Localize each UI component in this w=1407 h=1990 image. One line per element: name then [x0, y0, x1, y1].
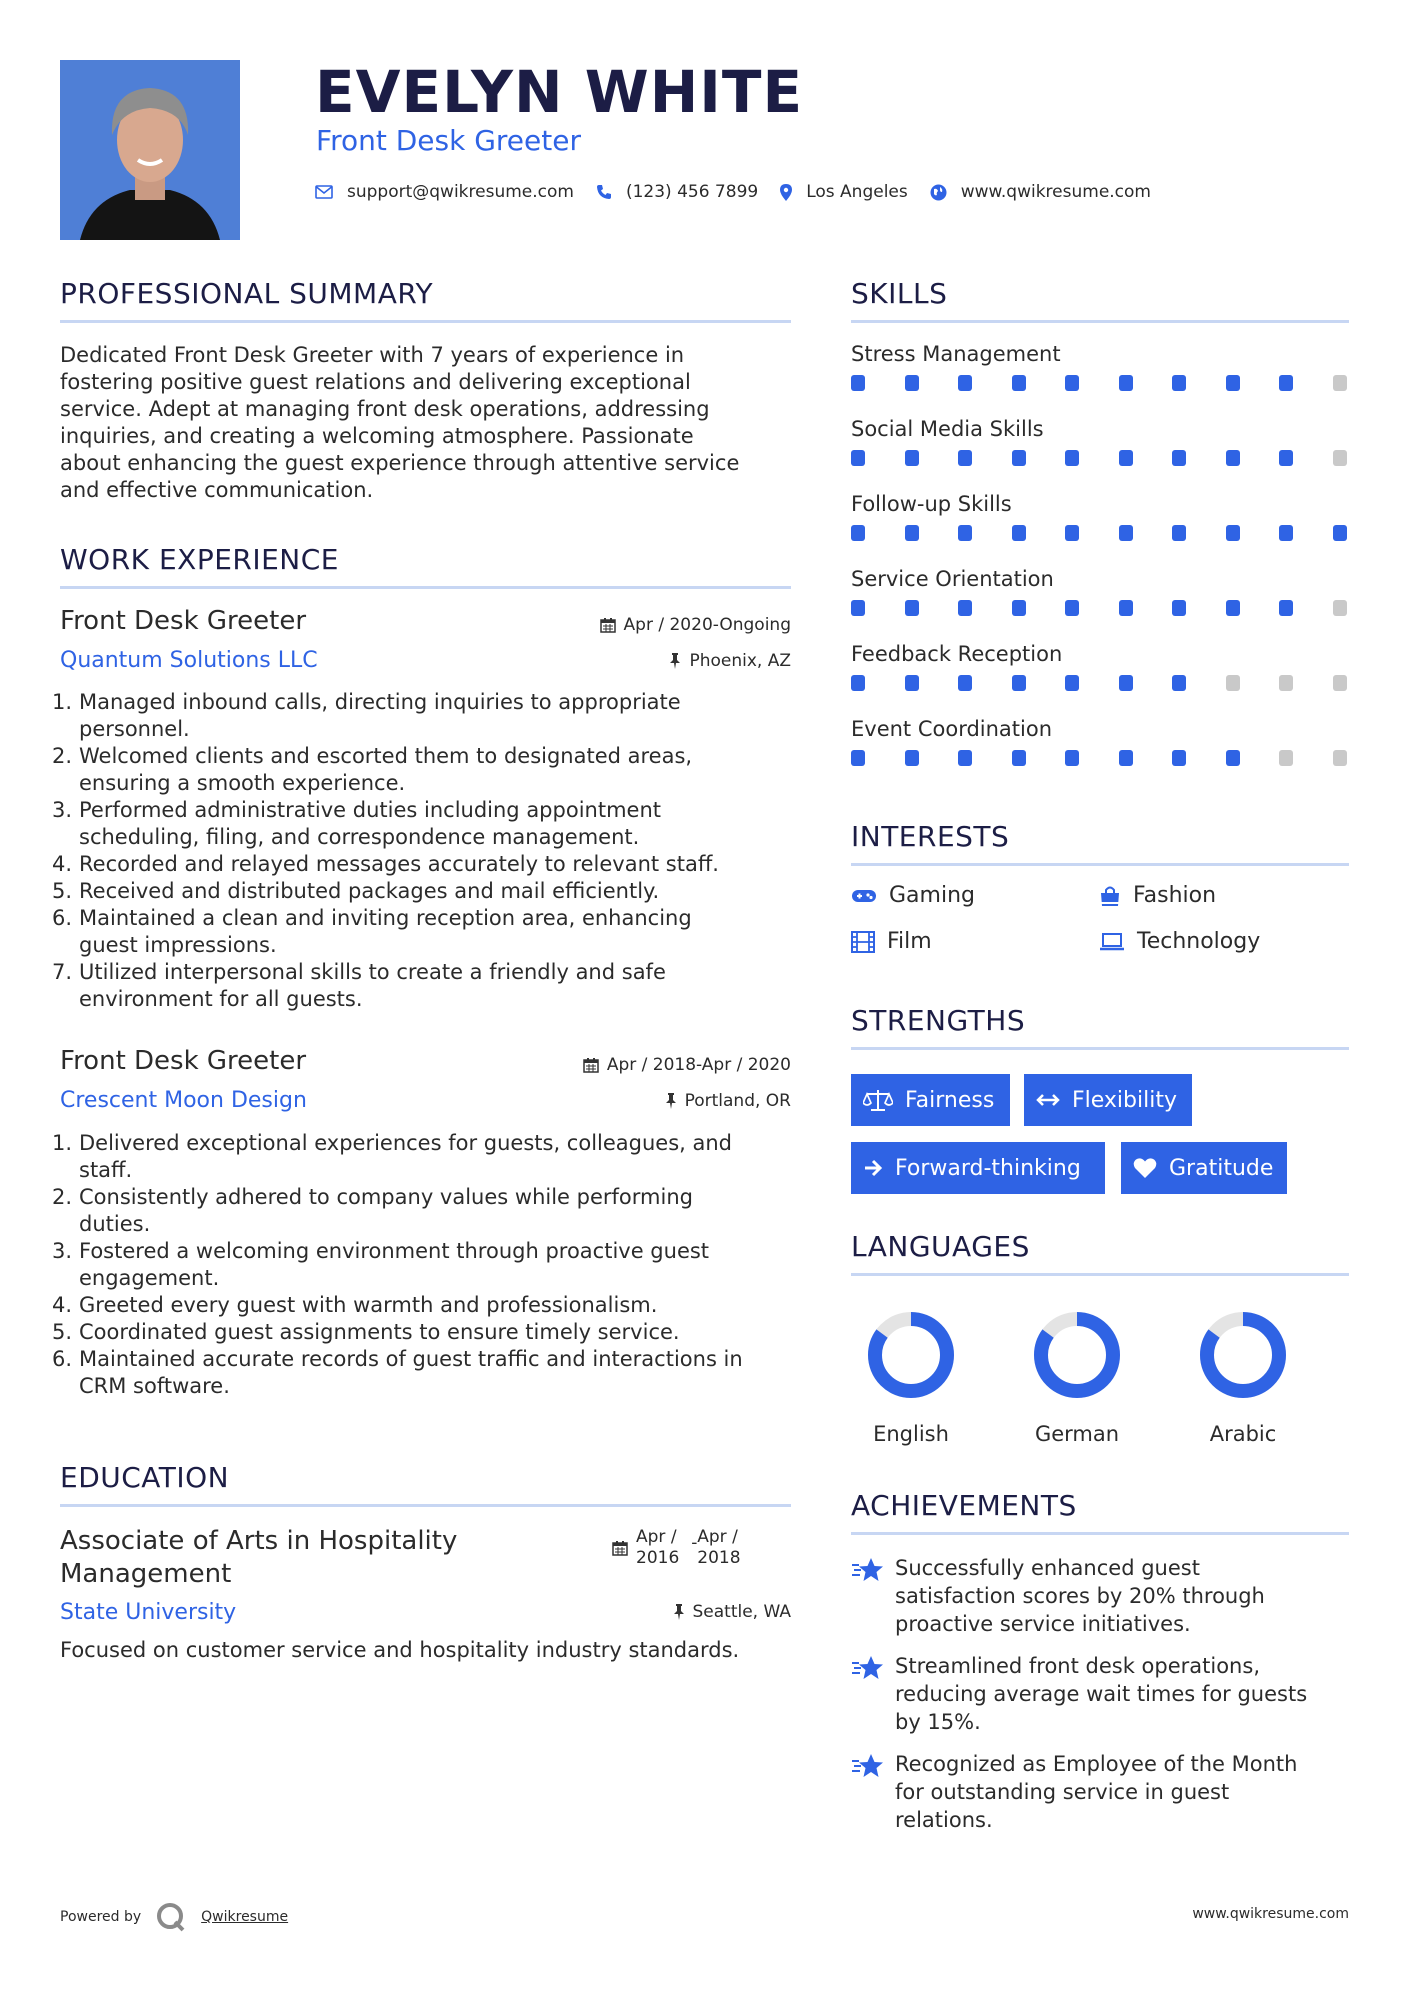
- achievement-line: relations.: [895, 1808, 993, 1832]
- rating-dot-filled: [851, 450, 865, 466]
- skills-rule: [851, 320, 1349, 323]
- rating-dot-filled: [851, 750, 865, 766]
- rating-dot-empty: [1333, 750, 1347, 766]
- language-name: English: [873, 1422, 949, 1446]
- rating-dot-filled: [1172, 675, 1186, 691]
- rating-dot-filled: [851, 675, 865, 691]
- rating-dot-filled: [958, 375, 972, 391]
- experience-rule: [60, 586, 791, 589]
- rating-dot-filled: [1065, 450, 1079, 466]
- achievement-line: by 15%.: [895, 1710, 981, 1734]
- bullet-line: Coordinated guest assignments to ensure timely service.: [79, 1320, 680, 1344]
- skill-rating: [851, 375, 1347, 391]
- rating-dot-filled: [1065, 675, 1079, 691]
- degree-line: Management: [60, 1559, 232, 1589]
- footer-powered-by: [60, 1902, 288, 1932]
- rating-dot-filled: [1172, 450, 1186, 466]
- rating-dot-filled: [1226, 375, 1240, 391]
- bullet-line: duties.: [79, 1212, 151, 1236]
- qwikresume-logo-icon: [155, 1902, 189, 1932]
- bullet-number: 6.: [52, 906, 73, 930]
- bullet-line: environment for all guests.: [79, 987, 363, 1011]
- rating-dot-filled: [1012, 675, 1026, 691]
- strength-badge-fairness: [851, 1074, 1010, 1126]
- list-item: [52, 905, 791, 959]
- achievement-text: [895, 1652, 1307, 1736]
- arrows-horizontal-icon: [1036, 1092, 1060, 1108]
- achievement-line: satisfaction scores by 20% through: [895, 1584, 1265, 1608]
- bullet-line: ensuring a smooth experience.: [79, 771, 406, 795]
- skill-row: [851, 567, 1349, 642]
- bullet-line: personnel.: [79, 717, 190, 741]
- skill-rating: [851, 600, 1347, 616]
- brand-link[interactable]: Qwikresume: [201, 1909, 289, 1925]
- bullet-line: staff.: [79, 1158, 133, 1182]
- job-location: [669, 651, 791, 671]
- end-year: 2018: [697, 1548, 741, 1568]
- star-award-icon: [851, 1752, 885, 1780]
- list-item: [52, 878, 791, 905]
- website-text: www.qwikresume.com: [960, 182, 1151, 202]
- education-dates: [612, 1527, 741, 1569]
- rating-dot-filled: [1012, 525, 1026, 541]
- location-text: Los Angeles: [806, 182, 908, 202]
- languages-rule: [851, 1273, 1349, 1276]
- bullet-line: engagement.: [79, 1266, 220, 1290]
- start-month: Apr /: [636, 1527, 677, 1547]
- pushpin-icon: [665, 1093, 677, 1109]
- rating-dot-empty: [1279, 750, 1293, 766]
- bullet-number: 5.: [52, 879, 73, 903]
- summary-text: [60, 342, 791, 504]
- strength-label: Flexibility: [1072, 1087, 1177, 1113]
- rating-dot-filled: [1333, 525, 1347, 541]
- skill-rating: [851, 750, 1347, 766]
- language-item: [846, 1310, 976, 1446]
- rating-dot-filled: [1172, 600, 1186, 616]
- interest-label: Gaming: [889, 883, 975, 908]
- achievement-text: [895, 1750, 1297, 1834]
- language-level-ring: [1032, 1310, 1122, 1400]
- rating-dot-filled: [958, 450, 972, 466]
- education-heading: EDUCATION: [60, 1461, 230, 1494]
- list-item: [52, 1319, 791, 1346]
- achievements-heading: ACHIEVEMENTS: [851, 1489, 1077, 1522]
- language-item: [1012, 1310, 1142, 1446]
- skill-row: [851, 492, 1349, 567]
- rating-dot-filled: [1119, 375, 1133, 391]
- job-title: Front Desk Greeter: [60, 1046, 307, 1076]
- summary-line: about enhancing the guest experience through attentive service: [60, 451, 740, 475]
- education-start: [636, 1527, 679, 1569]
- bullet-line: Welcomed clients and escorted them to designated areas,: [79, 744, 693, 768]
- bullet-line: Managed inbound calls, directing inquiries to appropriate: [79, 690, 681, 714]
- interest-label: Technology: [1137, 929, 1261, 954]
- job-bullets: [52, 689, 791, 1013]
- list-item: [52, 1130, 791, 1184]
- balance-scale-icon: [863, 1088, 893, 1112]
- bullet-line: guest impressions.: [79, 933, 277, 957]
- education-end: [691, 1527, 741, 1569]
- skill-label: Feedback Reception: [851, 642, 1063, 666]
- education-description: Focused on customer service and hospitality industry standards.: [60, 1638, 740, 1662]
- rating-dot-filled: [1279, 600, 1293, 616]
- bullet-number: 1.: [52, 690, 73, 714]
- rating-dot-filled: [1172, 525, 1186, 541]
- bullet-number: 3.: [52, 1239, 73, 1263]
- language-name: Arabic: [1209, 1422, 1277, 1446]
- achievement-line: reducing average wait times for guests: [895, 1682, 1308, 1706]
- job-dates: [600, 615, 791, 635]
- laptop-icon: [1099, 932, 1125, 952]
- rating-dot-filled: [1119, 525, 1133, 541]
- summary-line: service. Adept at managing front desk operations, addressing: [60, 397, 710, 421]
- interest-technology: [1099, 929, 1260, 954]
- bullet-line: Consistently adhered to company values while performing: [79, 1185, 693, 1209]
- education-rule: [60, 1504, 791, 1507]
- pushpin-icon: [669, 653, 681, 669]
- rating-dot-filled: [1065, 375, 1079, 391]
- achievement-line: for outstanding service in guest: [895, 1780, 1230, 1804]
- strengths-heading: STRENGTHS: [851, 1004, 1026, 1037]
- achievement-line: Streamlined front desk operations,: [895, 1654, 1260, 1678]
- rating-dot-filled: [1012, 450, 1026, 466]
- rating-dot-filled: [1119, 600, 1133, 616]
- shopping-bag-icon: [1099, 885, 1121, 907]
- achievements-list: [851, 1554, 1349, 1834]
- achievement-item: [851, 1652, 1349, 1736]
- bullet-line: Greeted every guest with warmth and professionalism.: [79, 1293, 658, 1317]
- contact-website[interactable]: [930, 182, 1151, 202]
- rating-dot-filled: [1279, 375, 1293, 391]
- rating-dot-empty: [1333, 600, 1347, 616]
- bullet-line: CRM software.: [79, 1374, 230, 1398]
- rating-dot-filled: [851, 375, 865, 391]
- skills-heading: SKILLS: [851, 277, 948, 310]
- achievement-line: Successfully enhanced guest: [895, 1556, 1200, 1580]
- phone-icon: [596, 184, 612, 200]
- degree-title: [60, 1525, 580, 1591]
- candidate-name: EVELYN WHITE: [315, 58, 804, 126]
- rating-dot-filled: [958, 525, 972, 541]
- summary-heading: PROFESSIONAL SUMMARY: [60, 277, 434, 310]
- date-separator: -: [691, 1533, 698, 1553]
- achievement-text: [895, 1554, 1265, 1638]
- interests-heading: INTERESTS: [851, 820, 1010, 853]
- experience-heading: WORK EXPERIENCE: [60, 543, 339, 576]
- job-location-text: Phoenix, AZ: [689, 651, 791, 671]
- language-level-ring: [1198, 1310, 1288, 1400]
- start-year: 2016: [636, 1548, 680, 1568]
- rating-dot-filled: [905, 750, 919, 766]
- achievement-line: Recognized as Employee of the Month: [895, 1752, 1298, 1776]
- rating-dot-filled: [1119, 450, 1133, 466]
- skills-list: [851, 342, 1349, 792]
- list-item: [52, 743, 791, 797]
- strength-label: Fairness: [905, 1087, 995, 1113]
- interest-film: [851, 929, 932, 954]
- school-name[interactable]: State University: [60, 1600, 237, 1625]
- list-item: [52, 959, 791, 1013]
- powered-by-text: Powered by: [60, 1909, 142, 1925]
- bullet-line: Performed administrative duties including appointment: [79, 798, 661, 822]
- languages-list: [846, 1310, 1308, 1446]
- rating-dot-filled: [1226, 525, 1240, 541]
- rating-dot-filled: [1012, 750, 1026, 766]
- bullet-number: 2.: [52, 744, 73, 768]
- rating-dot-filled: [1226, 450, 1240, 466]
- achievement-line: proactive service initiatives.: [895, 1612, 1191, 1636]
- bullet-line: Delivered exceptional experiences for guests, colleagues, and: [79, 1131, 733, 1155]
- rating-dot-filled: [1279, 450, 1293, 466]
- education-location: [673, 1602, 792, 1622]
- summary-line: Dedicated Front Desk Greeter with 7 years of experience in: [60, 343, 685, 367]
- footer-website[interactable]: www.qwikresume.com: [1192, 1906, 1349, 1922]
- achievement-item: [851, 1750, 1349, 1834]
- contact-bar: [315, 180, 1173, 204]
- rating-dot-filled: [905, 450, 919, 466]
- profile-photo: [60, 60, 240, 240]
- achievements-rule: [851, 1532, 1349, 1535]
- job-dates: [583, 1055, 791, 1075]
- bullet-number: 2.: [52, 1185, 73, 1209]
- interest-fashion: [1099, 883, 1216, 908]
- strength-badge-forward-thinking: [851, 1142, 1105, 1194]
- language-name: German: [1034, 1422, 1120, 1446]
- rating-dot-filled: [905, 600, 919, 616]
- job-bullets: [52, 1130, 791, 1400]
- degree-line: Associate of Arts in Hospitality: [60, 1526, 458, 1556]
- strength-badge-gratitude: [1121, 1142, 1287, 1194]
- bullet-number: 1.: [52, 1131, 73, 1155]
- rating-dot-filled: [905, 525, 919, 541]
- skill-rating: [851, 450, 1347, 466]
- calendar-icon: [583, 1057, 599, 1073]
- envelope-icon: [315, 185, 333, 199]
- bullet-line: Fostered a welcoming environment through proactive guest: [79, 1239, 710, 1263]
- rating-dot-filled: [1012, 375, 1026, 391]
- interest-label: Film: [887, 929, 932, 954]
- arrow-right-icon: [863, 1159, 883, 1177]
- rating-dot-filled: [851, 525, 865, 541]
- rating-dot-empty: [1279, 675, 1293, 691]
- strength-label: Forward-thinking: [895, 1155, 1081, 1181]
- interest-gaming: [851, 883, 975, 908]
- language-level-ring: [866, 1310, 956, 1400]
- skill-row: [851, 417, 1349, 492]
- skill-label: Event Coordination: [851, 717, 1053, 741]
- rating-dot-filled: [1065, 750, 1079, 766]
- list-item: [52, 851, 791, 878]
- list-item: [52, 1292, 791, 1319]
- map-marker-icon: [780, 184, 792, 201]
- bullet-number: 4.: [52, 852, 73, 876]
- list-item: [52, 1238, 791, 1292]
- bullet-line: Maintained a clean and inviting reception area, enhancing: [79, 906, 692, 930]
- achievement-item: [851, 1554, 1349, 1638]
- film-icon: [851, 931, 875, 953]
- job-dates-text: Apr / 2020-Ongoing: [623, 615, 791, 635]
- rating-dot-filled: [905, 675, 919, 691]
- skill-row: [851, 717, 1349, 792]
- bullet-line: Utilized interpersonal skills to create a friendly and safe: [79, 960, 666, 984]
- rating-dot-empty: [1333, 375, 1347, 391]
- star-award-icon: [851, 1654, 885, 1682]
- strengths-rule: [851, 1047, 1349, 1050]
- job-location: [665, 1091, 791, 1111]
- rating-dot-filled: [1012, 600, 1026, 616]
- list-item: [52, 689, 791, 743]
- rating-dot-filled: [1119, 675, 1133, 691]
- skill-label: Service Orientation: [851, 567, 1054, 591]
- interests-rule: [851, 863, 1349, 866]
- rating-dot-filled: [1226, 750, 1240, 766]
- heart-icon: [1133, 1157, 1157, 1179]
- rating-dot-filled: [1065, 525, 1079, 541]
- bullet-number: 3.: [52, 798, 73, 822]
- company-name[interactable]: Quantum Solutions LLC: [60, 648, 318, 673]
- language-item: [1178, 1310, 1308, 1446]
- calendar-icon: [612, 1540, 628, 1556]
- list-item: [52, 1184, 791, 1238]
- rating-dot-filled: [1119, 750, 1133, 766]
- skill-label: Social Media Skills: [851, 417, 1044, 441]
- candidate-title: Front Desk Greeter: [316, 124, 581, 157]
- bullet-line: Received and distributed packages and mail efficiently.: [79, 879, 660, 903]
- bullet-number: 4.: [52, 1293, 73, 1317]
- summary-rule: [60, 320, 791, 323]
- star-award-icon: [851, 1556, 885, 1584]
- summary-line: and effective communication.: [60, 478, 374, 502]
- gamepad-icon: [851, 888, 877, 904]
- calendar-icon: [600, 617, 616, 633]
- skill-label: Stress Management: [851, 342, 1061, 366]
- contact-phone[interactable]: [596, 182, 758, 202]
- strength-badge-flexibility: [1024, 1074, 1192, 1126]
- rating-dot-filled: [1172, 750, 1186, 766]
- company-name[interactable]: Crescent Moon Design: [60, 1088, 307, 1113]
- skill-row: [851, 642, 1349, 717]
- rating-dot-filled: [1279, 525, 1293, 541]
- rating-dot-empty: [1333, 450, 1347, 466]
- contact-email[interactable]: [315, 182, 574, 202]
- rating-dot-filled: [851, 600, 865, 616]
- skill-row: [851, 342, 1349, 417]
- email-text: support@qwikresume.com: [347, 182, 574, 202]
- phone-text: (123) 456 7899: [625, 182, 759, 202]
- rating-dot-filled: [958, 750, 972, 766]
- skill-rating: [851, 675, 1347, 691]
- education-location-text: Seattle, WA: [692, 1602, 791, 1622]
- rating-dot-filled: [1065, 600, 1079, 616]
- bullet-line: scheduling, filing, and correspondence management.: [79, 825, 640, 849]
- strength-label: Gratitude: [1169, 1155, 1274, 1181]
- job-dates-text: Apr / 2018-Apr / 2020: [606, 1055, 791, 1075]
- summary-line: fostering positive guest relations and delivering exceptional: [60, 370, 691, 394]
- bullet-line: Maintained accurate records of guest traffic and interactions in: [79, 1347, 743, 1371]
- rating-dot-filled: [958, 600, 972, 616]
- skill-rating: [851, 525, 1347, 541]
- languages-heading: LANGUAGES: [851, 1230, 1030, 1263]
- list-item: [52, 1346, 791, 1400]
- pushpin-icon: [673, 1604, 685, 1620]
- interest-label: Fashion: [1133, 883, 1217, 908]
- contact-location: [780, 182, 908, 202]
- rating-dot-filled: [1226, 600, 1240, 616]
- bullet-number: 5.: [52, 1320, 73, 1344]
- skill-label: Follow-up Skills: [851, 492, 1012, 516]
- rating-dot-filled: [958, 675, 972, 691]
- bullet-number: 7.: [52, 960, 73, 984]
- job-title: Front Desk Greeter: [60, 606, 307, 636]
- job-location-text: Portland, OR: [684, 1091, 791, 1111]
- globe-icon: [930, 184, 947, 201]
- bullet-number: 6.: [52, 1347, 73, 1371]
- rating-dot-filled: [1172, 375, 1186, 391]
- summary-line: inquiries, and creating a welcoming atmosphere. Passionate: [60, 424, 694, 448]
- bullet-line: Recorded and relayed messages accurately to relevant staff.: [79, 852, 719, 876]
- rating-dot-empty: [1333, 675, 1347, 691]
- end-month: Apr /: [697, 1527, 738, 1547]
- rating-dot-empty: [1226, 675, 1240, 691]
- rating-dot-filled: [905, 375, 919, 391]
- list-item: [52, 797, 791, 851]
